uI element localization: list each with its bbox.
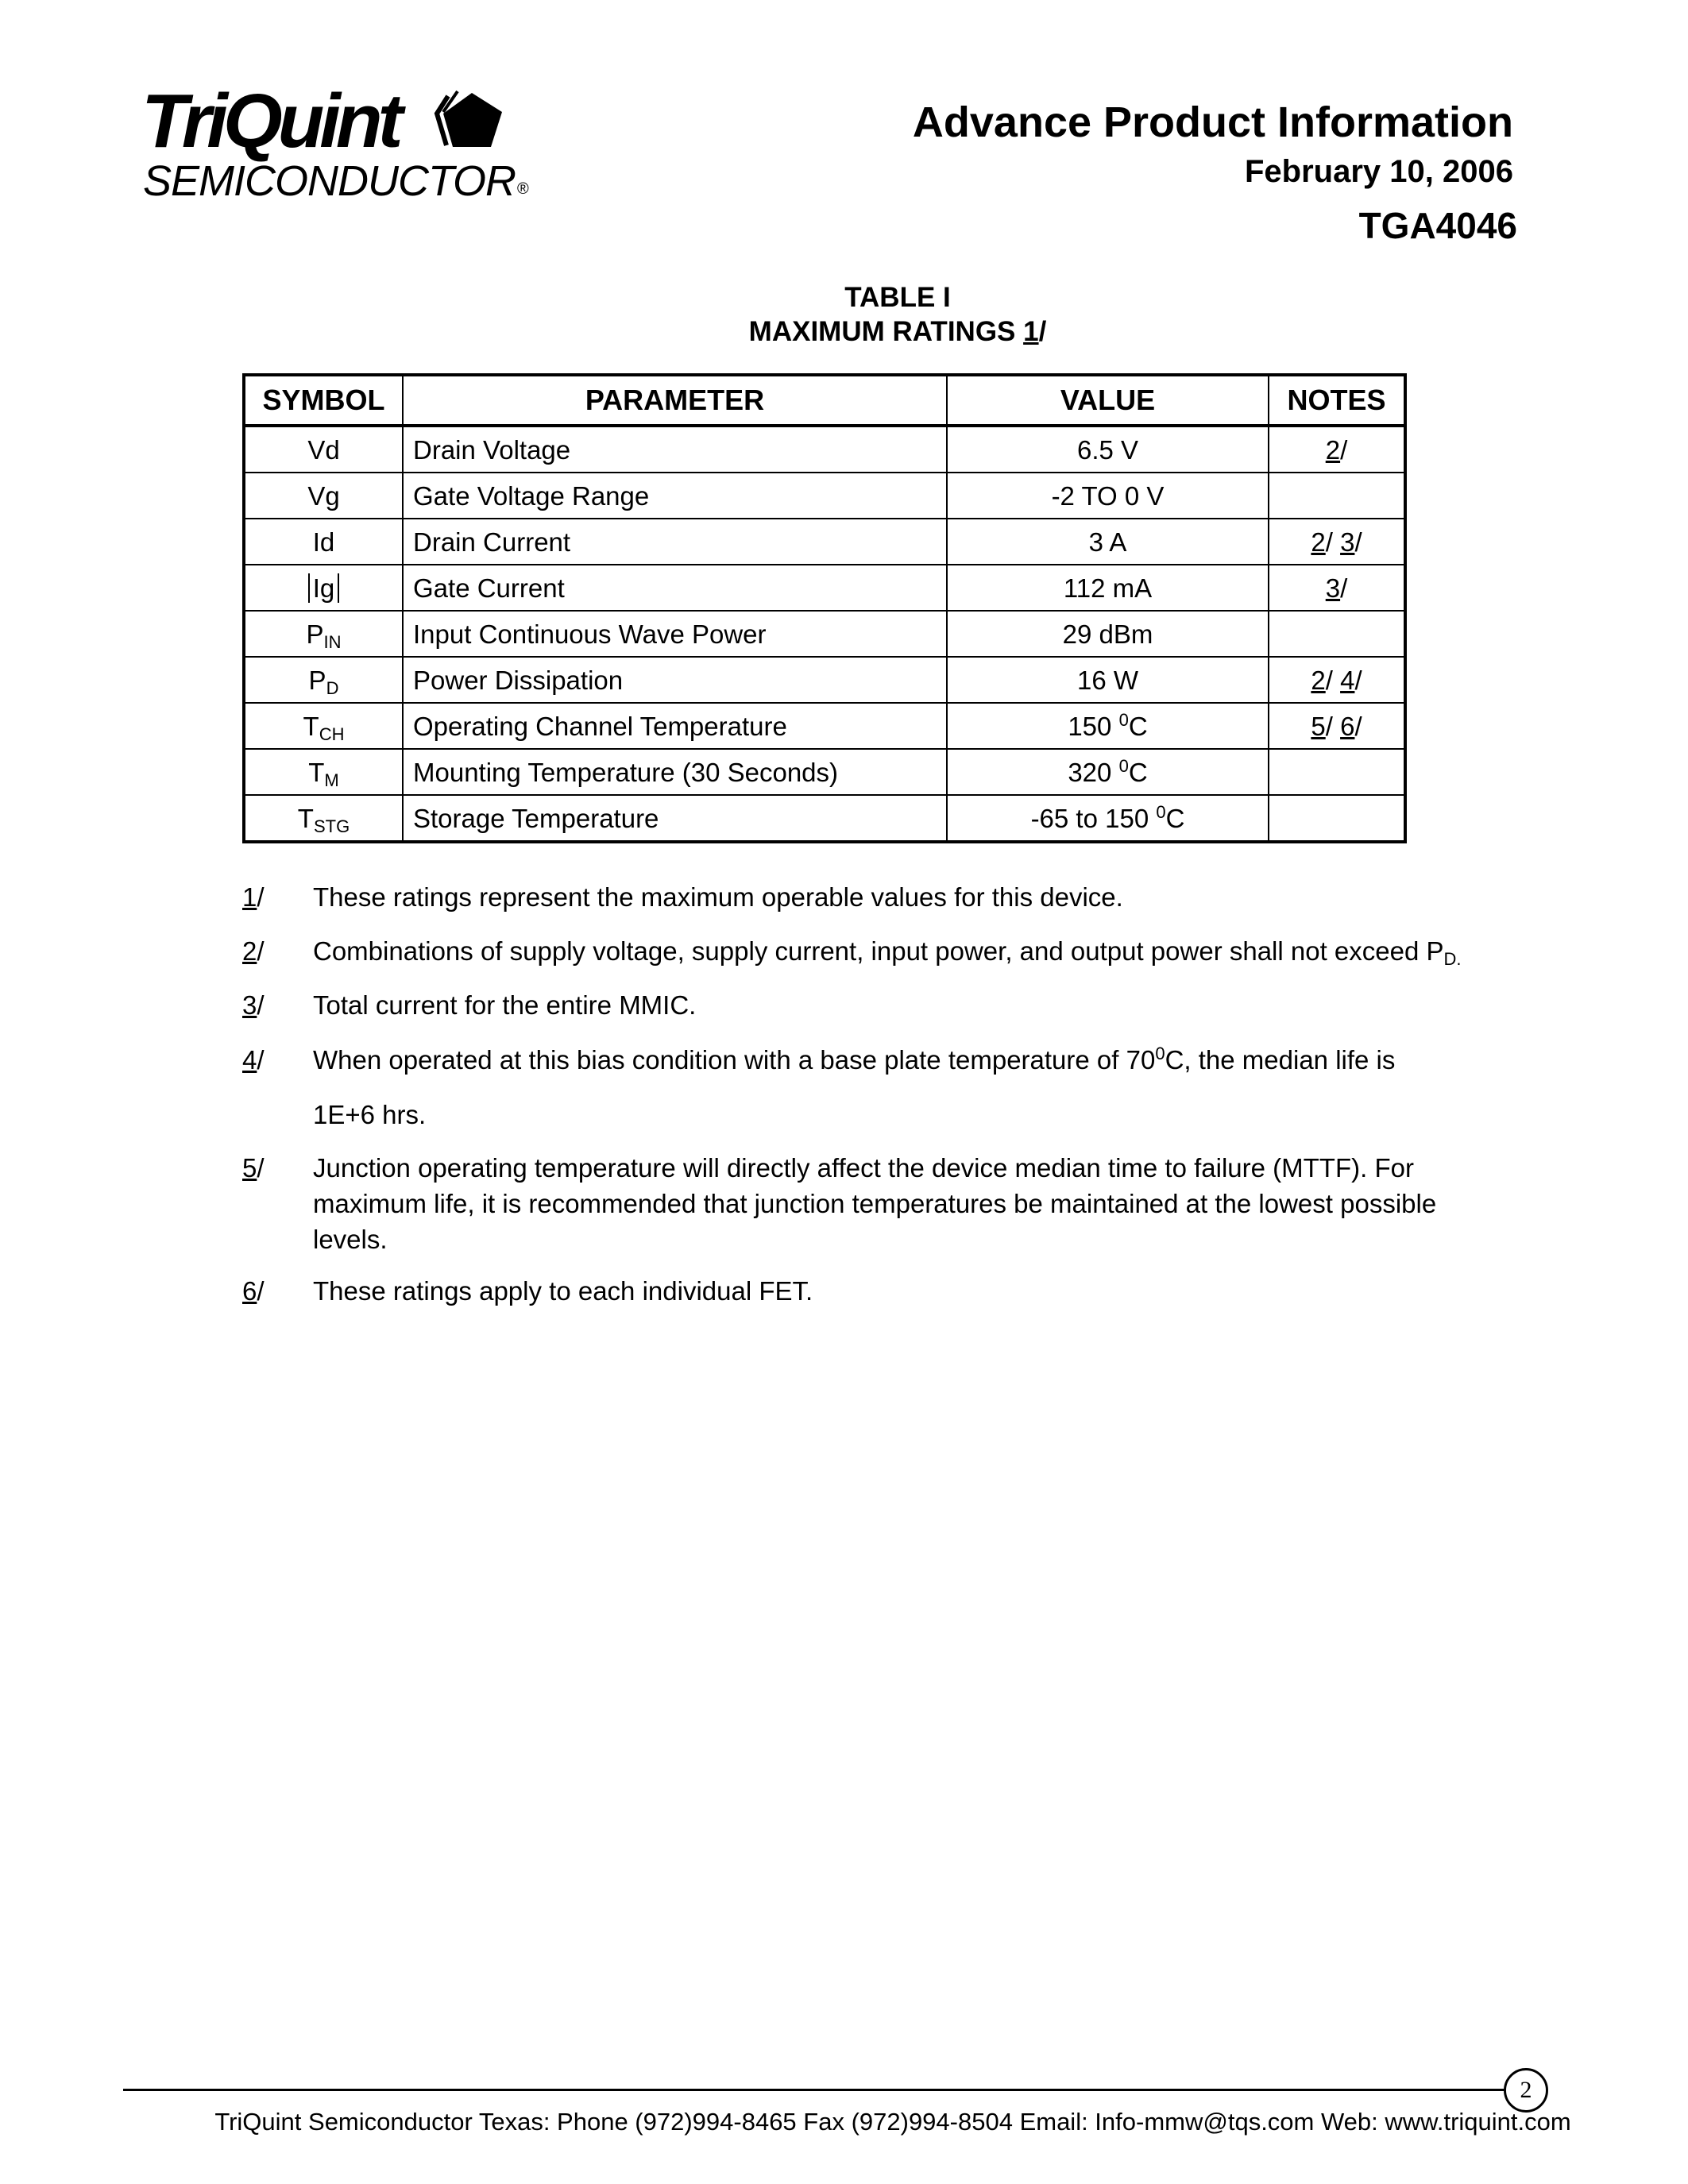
table-row — [244, 426, 1405, 473]
value-cell: 6.5 V — [947, 426, 1269, 473]
header-symbol: SYMBOL — [244, 375, 403, 426]
document-date: February 10, 2006 — [1245, 154, 1513, 189]
notes-cell — [1269, 611, 1405, 657]
page-number: 2 — [1504, 2068, 1548, 2113]
part-number: TGA4046 — [1358, 205, 1517, 246]
company-logo — [141, 79, 554, 210]
header-value: VALUE — [947, 375, 1269, 426]
parameter-cell: Gate Current — [403, 565, 947, 611]
note-text: Junction operating temperature will directly affect the device median time to failure (MTTF). For maximum life, it is recommended that junction temperatures be maintained at the lowest possible levels. — [313, 1153, 1437, 1254]
value-cell: 3 A — [947, 519, 1269, 565]
symbol-cell: $T_{CH}$ — [244, 703, 403, 749]
symbol-cell: $P_D$ — [244, 657, 403, 703]
parameter-cell: Power Dissipation — [403, 657, 947, 703]
notes-cell: 3/ — [1269, 565, 1405, 611]
note-reference: 6 — [1340, 711, 1355, 741]
footer-rule — [123, 2089, 1509, 2091]
note-reference: 2 — [1311, 527, 1326, 557]
symbol-cell: $T_{STG}$ — [244, 795, 403, 842]
table-row — [244, 519, 1405, 565]
logo-subtitle: SEMICONDUCTOR ® — [143, 157, 528, 205]
value-cell: -2 TO 0 V — [947, 473, 1269, 519]
table-header-row — [244, 375, 1405, 426]
note-text: When operated at this bias condition with a base plate temperature of $70^0C$, the median life is — [313, 1044, 1396, 1075]
value-cell: 16 W — [947, 657, 1269, 703]
notes-cell — [1269, 749, 1405, 795]
logo-wordmark: TriQuint — [141, 79, 399, 164]
note-reference: 3 — [1325, 573, 1341, 603]
note-number: 3/ — [242, 990, 265, 1020]
note-text: Total current for the entire MMIC. — [313, 990, 697, 1020]
value-cell: 29 dBm — [947, 611, 1269, 657]
parameter-cell: Mounting Temperature (30 Seconds) — [403, 749, 947, 795]
notes-cell: 2/ 3/ — [1269, 519, 1405, 565]
notes-cell: 2/ 4/ — [1269, 657, 1405, 703]
table-row — [244, 657, 1405, 703]
table-row — [244, 749, 1405, 795]
note-text: Combinations of supply voltage, supply current, input power, and output power shall not exceed $P_{D.}$ — [313, 936, 1462, 969]
table-caption-number: TABLE I — [844, 282, 951, 313]
note-reference: 3 — [1340, 527, 1355, 557]
table-row — [244, 565, 1405, 611]
symbol-cell: $T_M$ — [244, 749, 403, 795]
note-number: 2/ — [242, 936, 265, 966]
note-reference: 4 — [1340, 665, 1355, 695]
parameter-cell: Input Continuous Wave Power — [403, 611, 947, 657]
symbol-cell: Ig — [244, 565, 403, 611]
notes-cell — [1269, 473, 1405, 519]
symbol-cell: Id — [244, 519, 403, 565]
table-row — [244, 703, 1405, 749]
table-row — [244, 473, 1405, 519]
header-notes: NOTES — [1269, 375, 1405, 426]
parameter-cell: Storage Temperature — [403, 795, 947, 842]
value-cell: 320 $^0$C — [947, 749, 1269, 795]
parameter-cell: Drain Current — [403, 519, 947, 565]
footer-contact: TriQuint Semiconductor Texas: Phone (972)994-8465 Fax (972)994-8504 Email: Info-mmw@tqs.com Web: www.triquint.com — [214, 2108, 1571, 2136]
pentagon-logo-icon — [434, 90, 505, 150]
symbol-cell: $P_{IN}$ — [244, 611, 403, 657]
note-text: These ratings apply to each individual FET. — [313, 1276, 813, 1306]
notes-cell: 2/ — [1269, 426, 1405, 473]
note-reference: 5 — [1311, 711, 1326, 741]
document-title: Advance Product Information — [912, 98, 1513, 146]
notes-cell: 5/ 6/ — [1269, 703, 1405, 749]
parameter-cell: Drain Voltage — [403, 426, 947, 473]
symbol-cell: Vd — [244, 426, 403, 473]
note-number: 1/ — [242, 882, 265, 912]
note-text-continuation: 1E+6 hrs. — [313, 1100, 427, 1129]
maximum-ratings-table — [242, 373, 1407, 843]
parameter-cell: Operating Channel Temperature — [403, 703, 947, 749]
parameter-cell: Gate Voltage Range — [403, 473, 947, 519]
note-number: 5/ — [242, 1153, 265, 1183]
note-reference: 2 — [1325, 434, 1341, 465]
table-caption-title: MAXIMUM RATINGS 1/ — [748, 316, 1047, 347]
header-parameter: PARAMETER — [403, 375, 947, 426]
notes-cell — [1269, 795, 1405, 842]
value-cell: 112 mA — [947, 565, 1269, 611]
note-text: These ratings represent the maximum operable values for this device. — [313, 882, 1123, 912]
note-number: 4/ — [242, 1045, 265, 1075]
symbol-cell: Vg — [244, 473, 403, 519]
table-row — [244, 795, 1405, 842]
note-reference: 2 — [1311, 665, 1326, 695]
table-row — [244, 611, 1405, 657]
note-number: 6/ — [242, 1276, 265, 1306]
value-cell: -65 to 150 $^0$C — [947, 795, 1269, 842]
value-cell: 150 $^0$C — [947, 703, 1269, 749]
